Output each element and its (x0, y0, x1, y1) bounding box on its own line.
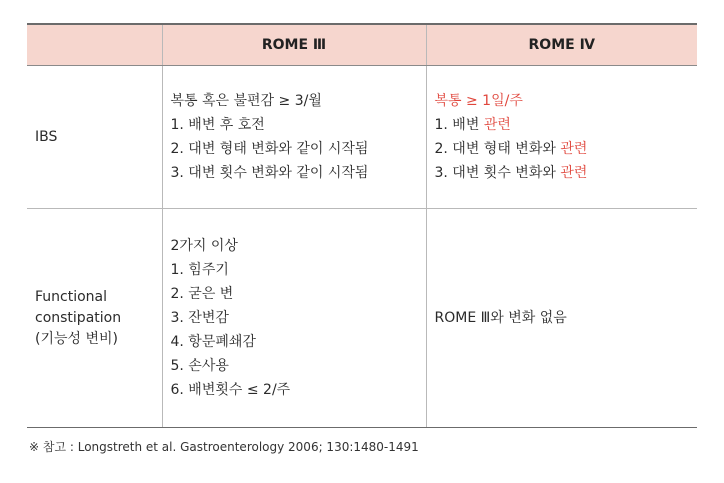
table-row-functional-constipation (27, 209, 697, 428)
criteria-line: 2. 굳은 변 (170, 286, 234, 302)
criteria-line: 5. 손사용 (170, 358, 229, 374)
row-label-line: Functional (35, 288, 108, 305)
table-row-ibs (27, 66, 697, 209)
criteria-highlight: 관련 (560, 141, 588, 157)
fc-rome4-cell (426, 209, 697, 428)
row-label-line: IBS (35, 128, 58, 145)
criteria-line: 2. 대변 형태 변화와 같이 시작됨 (170, 141, 369, 157)
header-rome3: ROME Ⅲ (162, 24, 426, 66)
ibs-rome4-cell (426, 66, 697, 209)
criteria-line: 4. 항문폐쇄감 (170, 334, 256, 350)
row-label-line: (기능성 변비) (35, 330, 118, 347)
header-rome4: ROME Ⅳ (426, 24, 697, 66)
rome-comparison-table (27, 23, 697, 428)
criteria-text: 2. 대변 형태 변화와 (434, 141, 561, 157)
criteria-line-highlighted: 복통 ≥ 1일/주 (434, 93, 523, 109)
ibs-rome3-cell (162, 66, 426, 209)
criteria-line (435, 113, 690, 137)
criteria-line: 1. 힘주기 (170, 262, 229, 278)
criteria-highlight: 관련 (483, 117, 511, 133)
criteria-line: 1. 배변 후 호전 (170, 117, 265, 133)
row-label-ibs (27, 66, 162, 209)
table-header-row (27, 24, 697, 66)
criteria-line: ROME Ⅲ와 변화 없음 (434, 310, 567, 326)
fc-rome3-cell (162, 209, 426, 428)
row-label-functional-constipation (27, 209, 162, 428)
criteria-line: 3. 대변 횟수 변화와 같이 시작됨 (170, 165, 369, 181)
reference-footnote: ※ 참고 : Longstreth et al. Gastroenterology 2006; 130:1480-1491 (29, 440, 419, 454)
criteria-line: 3. 잔변감 (170, 310, 229, 326)
criteria-highlight: 관련 (560, 165, 588, 181)
criteria-line: 6. 배변횟수 ≤ 2/주 (170, 382, 291, 398)
comparison-table-container (27, 23, 697, 428)
criteria-text: 1. 배변 (434, 117, 484, 133)
row-label-line: constipation (35, 309, 122, 326)
criteria-line (435, 161, 690, 185)
criteria-text: 3. 대변 횟수 변화와 (434, 165, 561, 181)
header-empty-cell (27, 24, 162, 66)
criteria-line: 복통 혹은 불편감 ≥ 3/월 (170, 93, 322, 109)
criteria-line: 2가지 이상 (170, 238, 238, 254)
criteria-line (435, 137, 690, 161)
